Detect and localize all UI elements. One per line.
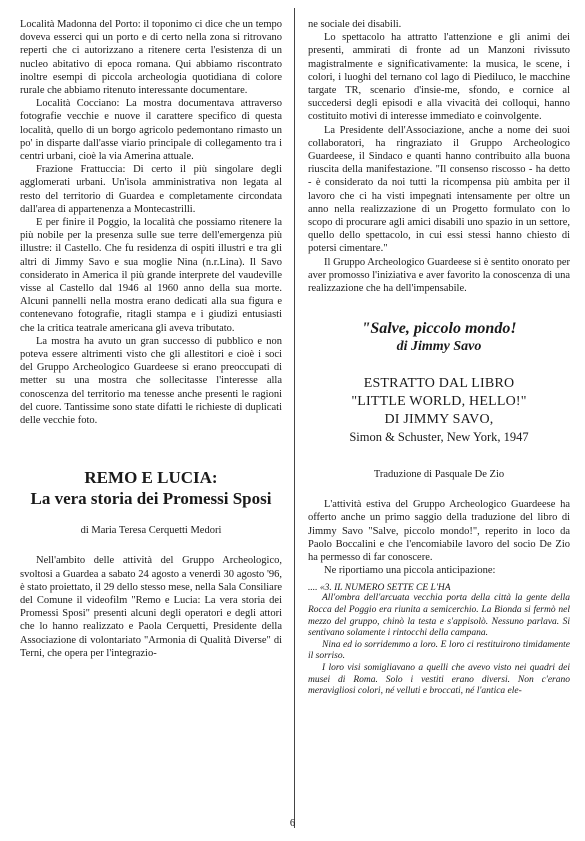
paragraph-frattuccia: Frazione Frattuccia: Di certo il più singolare degli agglomerati urbani. Un'isola amministrativa non legata al resto del territorio di Guardea e completamente circondata dall'area di appartenenza a Montecastrilli. [20,164,282,215]
right-paragraph-continuation: ne sociale dei disabili. [308,19,402,30]
extract-line-3: DI JIMMY SAVO, [384,412,494,428]
quote-heading: .... «3. IL NUMERO SETTE CE L'HA [308,583,451,594]
right-paragraph-spettacolo: Lo spettacolo ha attratto l'attenzione e gli animi dei presenti, ammirati di fronte ad un Manzoni rivissuto magistralmente e significativamente: la musica, le scene, i colori, i luoghi del ternano col lago di Piediluco, le macchine targate TR, scenario d'insie-me, sfondo, e cornice al succedersi degli episodi e alla vivacità dei colloqui, hanno costituito motivi di interesse immediato e coinvolgente. [308,32,570,123]
section-title [20,467,282,509]
intro-paragraph: L'attività estiva del Gruppo Archeologico Guardeese ha offerto anche un primo saggio della traduzione del libro di Jimmy Savo "Salve, piccolo mondo!", reperito in loco da Paolo Boccalini e che l'encomiabile lavoro del socio De Zio ha permesso di far conoscere. [308,499,570,564]
paragraph-mostra: La mostra ha avuto un gran successo di pubblico e non poteva essere altrimenti visto che gli allestitori e cioè i soci del Gruppo Archeologico Guardeese si erano preoccupati di metter su una mostra che sollecitasse l'interesse alla conoscenza del territorio ma tenesse anche presenti le ragioni del cuore. Tantissime sono state difatti le richieste di duplicati delle vecchie foto. [20,335,282,427]
right-paragraph-gruppo: Il Gruppo Archeologico Guardeese si è sentito onorato per aver promosso l'iniziativa e aver favorito la conoscenza di una realizzazione che ha dell'impensabile. [308,256,570,295]
book-title: "Salve, piccolo mondo! [361,320,517,338]
extract-line-1: ESTRATTO DAL LIBRO [363,376,515,392]
article-byline: di Maria Teresa Cerquetti Medori [80,525,222,537]
intro-anticipazione: Ne riportiamo una piccola anticipazione: [324,565,496,577]
quote-paragraph: Nina ed io sorridemmo a loro. E loro ci restituirono timidamente il sorriso. [308,639,570,662]
extract-publisher: Simon & Schuster, New York, 1947 [349,430,529,445]
left-column [20,18,282,660]
paragraph-madonna-del-porto: Località Madonna del Porto: il toponimo ci dice che un tempo doveva esserci qui un porto e di certo nella zona si ritrovano reperti che ci autorizzano a ritenere certa l'esistenza di un nucleo abitativo di epoca romana. Qui abbiamo riscontrato inoltre esempi di piccola archeologia quotidiana di colore rurale che abbiamo ritenuto interessante documentare. [20,19,282,97]
paragraph-cocciano: Località Cocciano: La mostra documentava attraverso fotografie vecchie e nuove il carattere specifico di questa località, quello di un borgo agricolo pedemontano rimasto un po' in disparte dall'asse viario principale di collegamento tra i centri urbani, cioè la via Amerina attuale. [20,98,282,163]
right-column [308,18,570,698]
article-paragraph: Nell'ambito delle attività del Gruppo Archeologico, svoltosi a Guardea a sabato 24 agosto a venerdì 30 agosto '96, è stato proiettato, il 29 dello stesso mese, nella Sala Consiliare del Comune il videofilm "Remo e Lucia: La vera storia dei Promessi Sposi" presenti alcuni degli operatori e degli attori che lo hanno realizzato e Paola Cerquetti, Presidente della Associazione di volontariato "Armonia di Qualità Diverse" di Terni, che opera per l'integrazio- [20,555,282,659]
translation-credit: Traduzione di Pasquale De Zio [373,469,505,481]
page-number: 6 [289,818,296,829]
section-title-line2: La vera storia dei Promessi Sposi [30,489,272,509]
quote-paragraph: All'ombra dell'arcuata vecchia porta della città la gente della Rocca del Poggio era riunita a semicerchio. La Bionda si fermò nel mezzo del gruppo, chinò la testa e s'appisolò. Nessuno parlava. Si sentivano solamente i rintocchi della campana. [308,593,570,639]
section-title-line1: REMO E LUCIA: [84,468,218,488]
book-author: di Jimmy Savo [396,339,482,355]
quote-paragraph: I loro visi somigliavano a quelli che avevo visto nei quadri dei musei di Roma. Solo i vestiti erano diversi. Non c'erano meravigliosi colori, né velluti e broccati, né l'antica ele- [308,663,570,697]
paragraph-poggio: E per finire il Poggio, la località che possiamo ritenere la più nobile per la presenza sulle sue terre dell'emergenza più illustre: il Castello. Che fu residenza di ospiti illustri e tra gli altri di Jimmy Savo e sua moglie Nina (n.r.Lina). Il Savo considerato in America il più grande interprete del vaudeville visse al Castello dal 1946 al 1960 anno della sua morte. Alcuni pannelli nella mostra erano dedicati alla sua figura e contenevano fotografie, ritagli stampa e i giudizi entusiasti che la critica teatrale americana gli aveva tributato. [20,217,282,334]
right-paragraph-presidente: La Presidente dell'Associazione, anche a nome dei suoi collaboratori, ha ringraziato il Gruppo Archeologico Guardeese, il Sindaco e quanti hanno contribuito alla buona riuscita della manifestazione. "Il consenso riscosso - ha detto - è considerato da noi tutti la ricompensa più ambita per il lavoro che ci ha visti impegnati intensamente per oltre un anno nella realizzazione di un Progetto formulato con lo scopo di procurare agli amici disabili uno spazio in un settore, quello dello spettacolo, in cui essi stessi hanno chiesto di potersi cimentare." [308,124,570,255]
column-divider [294,8,295,828]
extract-line-2: "LITTLE WORLD, HELLO!" [351,394,527,410]
